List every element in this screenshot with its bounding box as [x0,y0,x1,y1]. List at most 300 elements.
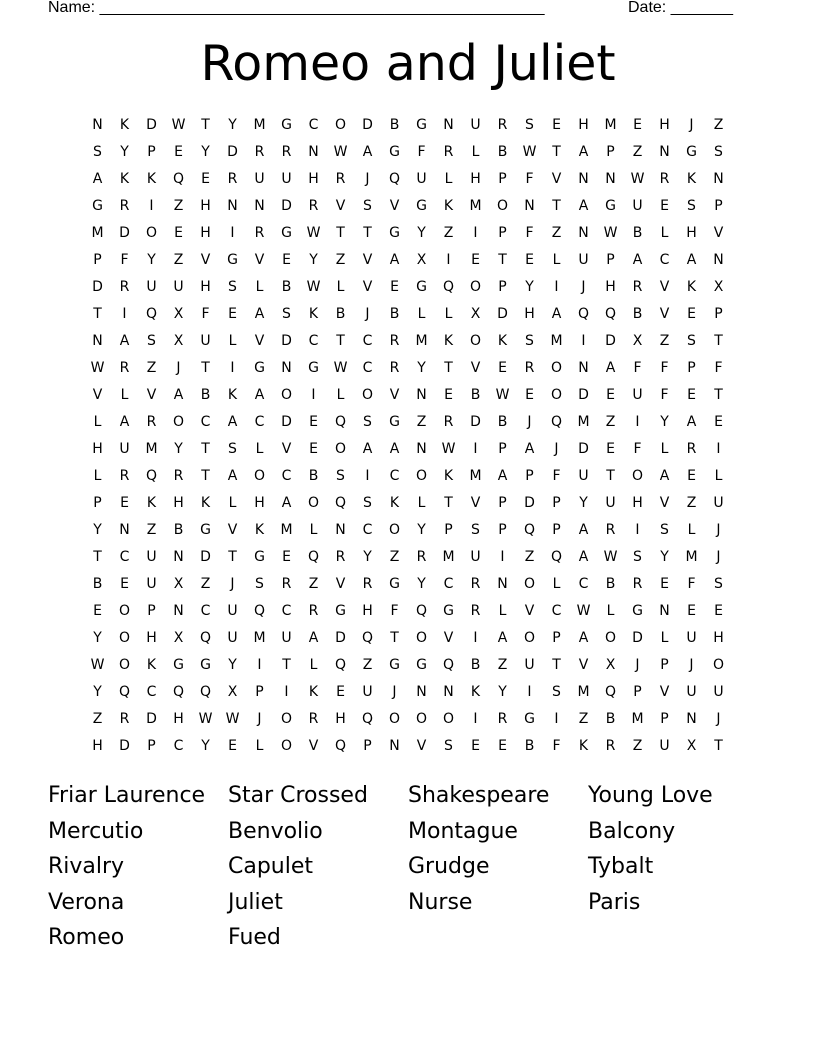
grid-letter: C [389,468,400,484]
grid-letter: W [576,603,591,619]
grid-letter: Q [334,657,347,673]
grid-letter: V [281,441,292,457]
grid-letter: S [147,333,156,349]
grid-letter: Z [551,225,562,241]
grid-letter: F [120,252,129,268]
grid-letter: F [525,225,534,241]
grid-letter: M [253,630,266,646]
grid-letter: H [524,306,535,322]
grid-letter: B [497,144,508,160]
grid-letter: H [200,225,211,241]
grid-row [84,112,732,139]
grid-letter: S [444,738,453,754]
grid-row [84,193,732,220]
word-list-item: Verona [48,889,125,915]
grid-letter: N [254,198,265,214]
grid-letter: F [390,603,399,619]
grid-letter: N [416,684,427,700]
grid-row [84,706,732,733]
grid-letter: R [443,414,454,430]
grid-letter: V [362,279,373,295]
grid-letter: Z [686,495,697,511]
grid-letter: I [716,441,721,457]
grid-letter: N [524,198,535,214]
grid-letter: R [470,603,481,619]
grid-letter: K [254,522,265,538]
grid-letter: B [335,306,346,322]
grid-letter: W [441,441,456,457]
grid-letter: D [578,387,589,403]
grid-letter: Y [93,684,102,700]
grid-letter: E [660,198,669,214]
grid-letter: G [200,522,211,538]
grid-letter: L [687,522,696,538]
grid-letter: O [253,468,266,484]
grid-letter: Y [417,576,426,592]
grid-letter: E [309,441,318,457]
grid-letter: A [551,306,562,322]
grid-letter: M [631,711,644,727]
grid-letter: L [309,657,318,673]
grid-letter: H [713,630,724,646]
grid-letter: T [552,657,561,673]
grid-letter: H [308,171,319,187]
grid-letter: E [498,360,507,376]
grid-letter: I [527,684,532,700]
grid-letter: Y [93,522,102,538]
grid-letter: X [416,252,427,268]
grid-letter: O [280,711,293,727]
grid-letter: Q [442,279,455,295]
grid-letter: O [604,630,617,646]
grid-letter: H [686,225,697,241]
grid-letter: W [603,225,618,241]
grid-letter: I [473,630,478,646]
grid-letter: N [335,522,346,538]
grid-row [84,625,732,652]
grid-letter: P [525,468,534,484]
grid-letter: M [577,414,590,430]
grid-letter: P [498,441,507,457]
grid-letter: U [578,252,589,268]
grid-letter: D [119,738,130,754]
grid-letter: L [255,279,264,295]
grid-letter: O [361,387,374,403]
grid-letter: K [146,171,157,187]
grid-letter: J [716,522,721,538]
grid-letter: W [90,360,105,376]
grid-letter: B [524,738,535,754]
grid-letter: R [443,144,454,160]
grid-letter: Z [308,576,319,592]
grid-letter: W [522,144,537,160]
grid-letter: T [201,468,210,484]
grid-letter: L [417,495,426,511]
grid-letter: G [173,657,184,673]
grid-letter: D [119,225,130,241]
grid-letter: Q [172,684,185,700]
grid-letter: Q [442,657,455,673]
grid-row [84,166,732,193]
grid-row [84,355,732,382]
word-list-item: Paris [588,889,641,915]
grid-letter: J [554,441,559,457]
grid-letter: T [336,225,345,241]
grid-letter: G [389,414,400,430]
grid-letter: Y [309,252,318,268]
grid-letter: Y [228,117,237,133]
grid-letter: U [470,549,481,565]
grid-letter: Y [579,495,588,511]
grid-letter: I [284,684,289,700]
grid-letter: R [524,360,535,376]
grid-letter: A [254,387,265,403]
grid-letter: U [119,441,130,457]
grid-row [84,733,732,760]
grid-letter: X [632,333,643,349]
grid-letter: E [660,576,669,592]
grid-letter: X [470,306,481,322]
word-search-grid [84,112,732,760]
grid-letter: Z [497,657,508,673]
grid-letter: I [230,360,235,376]
grid-letter: T [498,252,507,268]
grid-letter: D [578,441,589,457]
grid-letter: Z [335,252,346,268]
grid-letter: L [552,252,561,268]
grid-letter: R [335,171,346,187]
grid-letter: A [173,387,184,403]
grid-letter: Z [146,522,157,538]
grid-letter: Q [550,414,563,430]
grid-letter: P [714,306,723,322]
grid-letter: Z [632,144,643,160]
grid-letter: Q [415,603,428,619]
grid-letter: Z [578,711,589,727]
grid-letter: O [550,360,563,376]
grid-letter: O [172,414,185,430]
grid-letter: N [416,387,427,403]
grid-letter: S [525,117,534,133]
grid-letter: K [389,495,400,511]
grid-letter: Z [200,576,211,592]
grid-letter: U [524,657,535,673]
grid-letter: V [659,684,670,700]
grid-letter: O [523,576,536,592]
grid-row [84,220,732,247]
grid-letter: J [716,711,721,727]
grid-row [84,571,732,598]
grid-letter: R [173,468,184,484]
grid-letter: O [523,630,536,646]
grid-letter: R [119,711,130,727]
word-list-item: Young Love [588,783,713,808]
grid-letter: N [659,144,670,160]
grid-letter: E [309,414,318,430]
grid-letter: J [527,414,532,430]
grid-letter: F [687,576,696,592]
date-label: Date: [628,0,667,16]
grid-letter: K [146,657,157,673]
date-field [628,0,733,18]
grid-letter: S [714,576,723,592]
grid-letter: M [685,549,698,565]
grid-letter: R [470,576,481,592]
grid-letter: D [92,279,103,295]
grid-letter: P [552,495,561,511]
grid-letter: D [200,549,211,565]
grid-letter: M [604,117,617,133]
grid-letter: R [605,738,616,754]
grid-letter: E [714,414,723,430]
grid-letter: W [333,144,348,160]
grid-letter: L [714,468,723,484]
grid-letter: T [552,144,561,160]
grid-letter: P [660,657,669,673]
grid-letter: G [227,252,238,268]
grid-letter: M [280,522,293,538]
grid-letter: N [173,549,184,565]
grid-letter: K [119,117,130,133]
grid-letter: A [578,549,589,565]
word-list-item: Tybalt [588,854,654,879]
grid-letter: N [497,576,508,592]
grid-row [84,544,732,571]
grid-letter: G [281,225,292,241]
grid-letter: D [362,117,373,133]
grid-letter: O [415,468,428,484]
grid-letter: P [147,603,156,619]
grid-letter: R [605,522,616,538]
grid-letter: Y [525,279,534,295]
grid-letter: W [630,171,645,187]
grid-letter: U [146,576,157,592]
grid-letter: G [443,603,454,619]
grid-letter: D [335,630,346,646]
grid-letter: I [365,468,370,484]
grid-letter: O [469,333,482,349]
grid-letter: Z [362,657,373,673]
grid-letter: O [415,630,428,646]
grid-letter: T [606,468,615,484]
grid-letter: A [659,468,670,484]
grid-letter: Z [632,738,643,754]
grid-letter: L [444,171,453,187]
grid-letter: L [606,603,615,619]
grid-letter: V [200,252,211,268]
grid-letter: Q [523,522,536,538]
grid-letter: P [444,522,453,538]
grid-letter: E [174,225,183,241]
grid-letter: I [446,252,451,268]
grid-letter: C [578,576,589,592]
grid-row [84,436,732,463]
grid-letter: Q [199,630,212,646]
grid-letter: M [442,549,455,565]
grid-letter: Y [363,549,372,565]
grid-letter: C [308,117,319,133]
grid-letter: I [122,306,127,322]
grid-letter: B [92,576,103,592]
grid-letter: H [659,117,670,133]
grid-letter: K [686,279,697,295]
grid-letter: O [280,387,293,403]
grid-letter: R [308,603,319,619]
grid-letter: A [578,522,589,538]
grid-letter: K [308,306,319,322]
grid-letter: S [228,441,237,457]
grid-letter: O [631,468,644,484]
grid-letter: M [469,468,482,484]
grid-letter: V [389,198,400,214]
grid-letter: L [93,414,102,430]
grid-letter: U [713,495,724,511]
grid-letter: G [281,117,292,133]
grid-letter: N [443,117,454,133]
grid-letter: V [254,333,265,349]
grid-letter: S [525,333,534,349]
grid-letter: P [498,225,507,241]
grid-letter: O [334,441,347,457]
grid-letter: V [524,603,535,619]
grid-letter: F [525,171,534,187]
grid-letter: P [606,144,615,160]
grid-letter: Q [118,684,131,700]
grid-letter: L [660,441,669,457]
word-list-item: Balcony [588,818,676,844]
grid-letter: N [173,603,184,619]
grid-letter: L [93,468,102,484]
grid-letter: C [281,468,292,484]
grid-letter: F [552,738,561,754]
grid-letter: B [632,225,643,241]
word-list-item: Nurse [408,889,473,915]
grid-letter: T [444,360,453,376]
grid-letter: G [416,117,427,133]
grid-letter: V [659,495,670,511]
grid-letter: T [201,117,210,133]
grid-letter: Q [361,711,374,727]
word-list-item: Shakespeare [408,783,550,808]
grid-letter: D [281,198,292,214]
grid-letter: K [686,171,697,187]
word-list-item: Friar Laurence [48,783,206,808]
grid-letter: P [498,279,507,295]
grid-letter: R [254,144,265,160]
grid-letter: H [362,603,373,619]
grid-letter: Y [498,684,507,700]
grid-letter: G [389,144,400,160]
grid-letter: O [334,117,347,133]
grid-letter: V [659,279,670,295]
word-list-item: Juliet [228,889,283,915]
grid-letter: Q [550,549,563,565]
grid-letter: A [308,630,319,646]
grid-letter: S [336,468,345,484]
grid-letter: P [552,522,561,538]
grid-letter: G [686,144,697,160]
grid-letter: U [578,468,589,484]
word-list-item: Montague [408,818,518,844]
grid-letter: T [444,495,453,511]
grid-letter: A [119,414,130,430]
grid-letter: K [200,495,211,511]
grid-letter: R [119,198,130,214]
grid-row [84,679,732,706]
grid-letter: T [336,333,345,349]
grid-letter: V [92,387,103,403]
grid-letter: I [635,522,640,538]
grid-letter: Y [93,630,102,646]
grid-letter: A [632,252,643,268]
grid-letter: P [552,630,561,646]
grid-letter: Q [388,171,401,187]
grid-letter: U [146,279,157,295]
grid-letter: L [417,306,426,322]
grid-letter: G [416,657,427,673]
grid-letter: R [335,549,346,565]
grid-letter: T [714,387,723,403]
grid-letter: E [120,576,129,592]
grid-letter: Q [577,306,590,322]
grid-letter: L [228,495,237,511]
grid-letter: E [525,252,534,268]
grid-letter: X [605,657,616,673]
grid-letter: Q [145,306,158,322]
grid-letter: O [469,279,482,295]
grid-letter: N [308,144,319,160]
grid-letter: P [498,495,507,511]
grid-letter: W [171,117,186,133]
grid-letter: G [389,225,400,241]
grid-letter: A [227,468,238,484]
grid-letter: D [146,711,157,727]
grid-letter: Q [199,684,212,700]
grid-letter: K [227,387,238,403]
grid-letter: Z [173,252,184,268]
grid-letter: B [470,387,481,403]
grid-letter: G [254,360,265,376]
grid-letter: C [362,333,373,349]
grid-letter: W [495,387,510,403]
grid-letter: V [416,738,427,754]
grid-letter: H [92,441,103,457]
grid-letter: U [146,549,157,565]
grid-letter: S [255,576,264,592]
grid-letter: Y [417,360,426,376]
grid-letter: X [713,279,724,295]
grid-letter: Q [253,603,266,619]
word-list-item: Fued [228,925,281,950]
grid-letter: P [633,684,642,700]
grid-letter: N [713,252,724,268]
grid-letter: S [633,549,642,565]
grid-letter: P [498,171,507,187]
grid-row [84,517,732,544]
grid-letter: L [552,576,561,592]
name-label: Name: [48,0,96,16]
grid-letter: H [632,495,643,511]
grid-letter: O [118,657,131,673]
grid-letter: O [550,387,563,403]
grid-letter: U [686,684,697,700]
grid-row [84,598,732,625]
grid-letter: N [578,225,589,241]
grid-letter: A [578,198,589,214]
grid-letter: U [416,171,427,187]
grid-row [84,247,732,274]
grid-letter: G [416,279,427,295]
